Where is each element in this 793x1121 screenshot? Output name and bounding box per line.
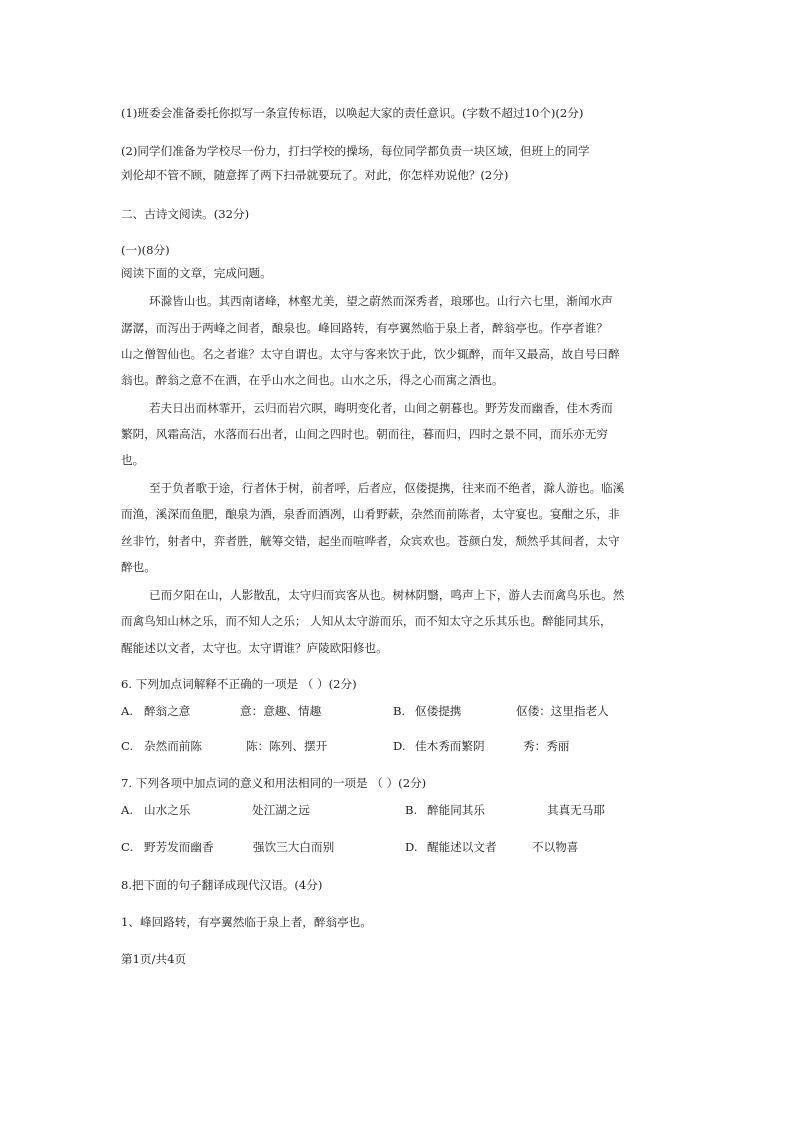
q2-line2: 刘伦却不管不顾，随意挥了两下扫帚就要玩了。对此，你怎样劝说他？(2分) xyxy=(121,168,509,182)
q7-a-phrase: 山水之乐 xyxy=(144,803,191,817)
q7-d-compare: 不以物喜 xyxy=(532,840,579,854)
q6-b-phrase: 伛偻提携 xyxy=(415,704,462,718)
q7-b-compare: 其真无马耶 xyxy=(547,803,605,817)
passage-p3-line3: 丝非竹，射者中，弈者胜，觥筹交错，起坐而喧哗者，众宾欢也。苍颜白发，颓然乎其间者，太守 xyxy=(121,534,620,548)
passage-p1-line4: 翁也。醉翁之意不在酒，在乎山水之间也。山水之乐，得之心而寓之酒也。 xyxy=(121,373,504,387)
q7-c-compare: 强饮三大白而别 xyxy=(253,840,335,854)
q7-a-letter: A. xyxy=(121,803,134,817)
q6-d-letter: D. xyxy=(393,739,406,753)
passage-p3-line4: 醉也。 xyxy=(121,560,156,574)
passage-p1-line3: 山之僧智仙也。名之者谁？太守自谓也。太守与客来饮于此，饮少辄醉，而年又最高，故自号曰醉 xyxy=(121,347,620,361)
q6-d-phrase: 佳木秀而繁阴 xyxy=(415,739,485,753)
passage-p4-line1: 已而夕阳在山，人影散乱，太守归而宾客从也。树林阴翳，鸣声上下，游人去而禽鸟乐也。然 xyxy=(149,588,625,602)
q6-c-phrase: 杂然而前陈 xyxy=(144,739,202,753)
q6-a-phrase: 醉翁之意 xyxy=(144,704,191,718)
page-footer: 第1页/共4页 xyxy=(121,952,187,966)
passage-p3-line2: 而渔，溪深而鱼肥，酿泉为酒，泉香而酒冽，山肴野蔌，杂然而前陈者，太守宴也。宴酣之乐，非 xyxy=(121,507,620,521)
q6-b-gloss: 伛偻：这里指老人 xyxy=(516,704,609,718)
q8-item1: 1、峰回路转，有亭翼然临于泉上者，醉翁亭也。 xyxy=(121,915,372,929)
passage-p3-line1: 至于负者歌于途，行者休于树，前者呼，后者应，伛偻提携，往来而不绝者，滁人游也。临溪 xyxy=(149,481,625,495)
q1-text: (1)班委会准备委托你拟写一条宣传标语，以唤起大家的责任意识。(字数不超过10个)(2分) xyxy=(121,106,584,120)
reading-instruction: 阅读下面的文章，完成问题。 xyxy=(121,266,272,280)
q7-b-phrase: 醉能同其乐 xyxy=(427,803,485,817)
q8-stem: 8.把下面的句子翻译成现代汉语。(4分) xyxy=(121,878,323,892)
passage-p2-line1: 若夫日出而林霏开，云归而岩穴暝，晦明变化者，山间之朝暮也。野芳发而幽香，佳木秀而 xyxy=(149,401,613,415)
q7-d-letter: D. xyxy=(405,840,418,854)
q7-a-compare: 处江湖之远 xyxy=(252,803,310,817)
q6-stem: 6. 下列加点词解释不正确的一项是 （ ）(2分) xyxy=(121,677,357,691)
passage-p4-line3: 醒能述以文者，太守也。太守谓谁？庐陵欧阳修也。 xyxy=(121,641,388,655)
q7-b-letter: B. xyxy=(405,803,418,817)
q6-c-letter: C. xyxy=(121,739,134,753)
passage-p2-line2: 繁阴，风霜高洁，水落而石出者，山间之四时也。朝而往，暮而归，四时之景不同，而乐亦无穷 xyxy=(121,427,608,441)
q7-d-phrase: 醒能述以文者 xyxy=(427,840,497,854)
q7-c-phrase: 野芳发而幽香 xyxy=(144,840,214,854)
q6-a-gloss: 意：意趣、情趣 xyxy=(240,704,322,718)
q6-c-gloss: 陈：陈列、摆开 xyxy=(246,739,328,753)
section2-heading: 二、古诗文阅读。(32分) xyxy=(121,207,250,221)
q7-c-letter: C. xyxy=(121,840,134,854)
q6-d-gloss: 秀：秀丽 xyxy=(523,739,570,753)
passage-p1-line2: 潺潺，而泻出于两峰之间者，酿泉也。峰回路转，有亭翼然临于泉上者，醉翁亭也。作亭者谁？ xyxy=(121,321,608,335)
q7-stem: 7. 下列各项中加点词的意义和用法相同的一项是 （ ）(2分) xyxy=(121,776,427,790)
passage-p1-line1: 环滁皆山也。其西南诸峰，林壑尤美，望之蔚然而深秀者，琅琊也。山行六七里，渐闻水声 xyxy=(149,294,613,308)
q6-a-letter: A. xyxy=(121,704,134,718)
passage-p2-line3: 也。 xyxy=(121,453,145,467)
q6-b-letter: B. xyxy=(393,704,406,718)
q2-line1: (2)同学们准备为学校尽一份力，打扫学校的操场，每位同学都负责一块区域，但班上的同学 xyxy=(121,144,590,158)
part1-label: (一)(8分) xyxy=(121,243,170,257)
passage-p4-line2: 而禽鸟知山林之乐，而不知人之乐； 人知从太守游而乐，而不知太守之乐其乐也。醉能同其乐， xyxy=(121,614,612,628)
